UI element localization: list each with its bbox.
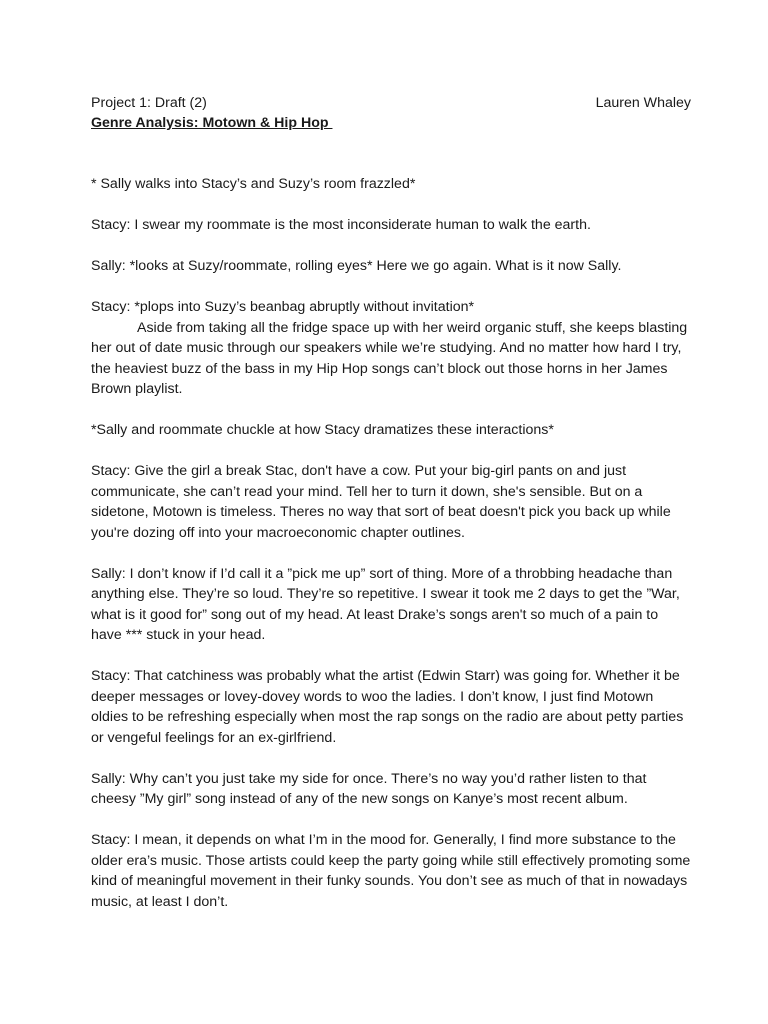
document-page <box>91 93 695 912</box>
paragraph-sally-1: Sally: *looks at Suzy/roommate, rolling eyes* Here we go again. What is it now Sally. <box>91 258 622 274</box>
paragraph-stacy-5: Stacy: I mean, it depends on what I’m in the mood for. Generally, I find more substance to the older era’s music. Those artists could keep the party going while still effectively promoting some kind of meaningful movement in their funky sounds. You don’t see as much of that in nowadays music, at least I don’t. <box>91 832 695 910</box>
header-line <box>91 93 691 113</box>
paragraph-stage-direction-2: *Sally and roommate chuckle at how Stacy dramatizes these interactions* <box>91 422 554 438</box>
paragraph-stacy-1: Stacy: I swear my roommate is the most inconsiderate human to walk the earth. <box>91 217 591 233</box>
paragraph-stacy-4: Stacy: That catchiness was probably what the artist (Edwin Starr) was going for. Whether it be deeper messages or lovey-dovey words to woo the ladies. I don’t know, I just find Motown oldies to be refreshing especially when most the rap songs on the radio are about petty parties or vengeful feelings for an ex-girlfriend. <box>91 668 688 746</box>
paragraph-sally-2: Sally: I don’t know if I’d call it a ”pick me up” sort of thing. More of a throbbing headache than anything else. They’re so loud. They’re so repetitive. I swear it took me 2 days to get the ”War, what is it good for” song out of my head. At least Drake’s songs aren't so much of a pain to have *** stuck in your head. <box>91 565 684 643</box>
paragraph-stacy-3: Stacy: Give the girl a break Stac, don't have a cow. Put your big-girl pants on and just communicate, she can’t read your mind. Tell her to turn it down, she's sensible. But on a sidetone, Motown is timeless. Theres no way that sort of beat doesn't pick you back up while you're dozing off into your macroeconomic chapter outlines. <box>91 463 675 541</box>
paragraph-stacy-2: Stacy: *plops into Suzy’s beanbag abruptly without invitation* <box>91 299 475 315</box>
paragraph-sally-3: Sally: Why can’t you just take my side for once. There’s no way you’d rather listen to that cheesy ”My girl” song instead of any of the new songs on Kanye’s most recent album. <box>91 770 651 807</box>
paragraph-stacy-2-continued: Aside from taking all the fridge space up with her weird organic stuff, she keeps blasting her out of date music through our speakers while we’re studying. And no matter how hard I try, the heaviest buzz of the bass in my Hip Hop songs can’t block out those horns in her James Brown playlist. <box>91 319 692 397</box>
paragraph-stage-direction-1: * Sally walks into Stacy’s and Suzy’s room frazzled* <box>91 176 416 192</box>
document-title: Genre Analysis: Motown & Hip Hop <box>91 115 333 131</box>
project-label: Project 1: Draft (2) <box>91 95 207 111</box>
author-name: Lauren Whaley <box>595 95 691 111</box>
